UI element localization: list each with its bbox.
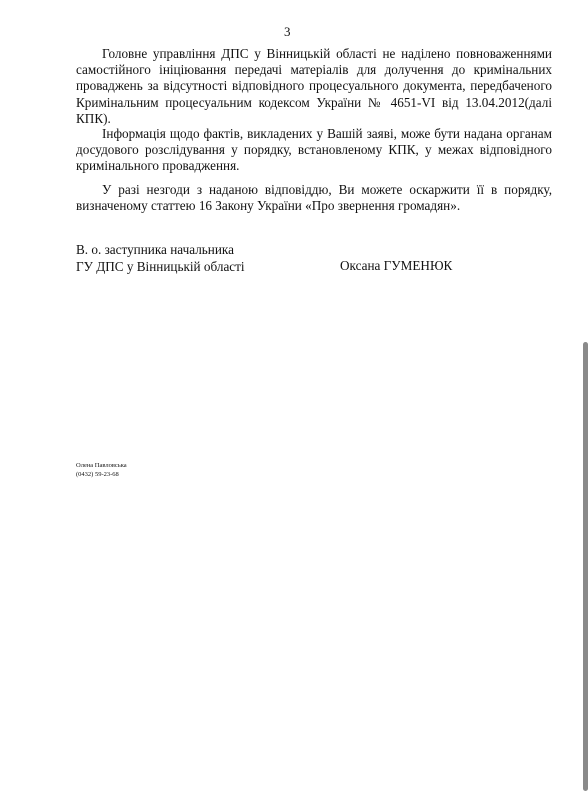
executor-phone: (0432) 59-23-68 bbox=[76, 471, 119, 478]
scrollbar-thumb[interactable] bbox=[583, 342, 588, 791]
signatory-name: Оксана ГУМЕНЮК bbox=[340, 258, 453, 273]
signatory-position bbox=[76, 242, 245, 275]
paragraph-text: У разі незгоди з наданою відповіддю, Ви можете оскаржити її в порядку, визначеному статтею 16 Закону України «Про звернення громадян». bbox=[76, 182, 552, 214]
paragraph-text: Інформація щодо фактів, викладених у Вашій заяві, може бути надана органам досудового розслідування у порядку, встановленому КПК, у межах відповідного кримінального провадження. bbox=[76, 126, 552, 174]
executor-info bbox=[76, 461, 127, 479]
signatory-position-line2: ГУ ДПС у Вінницькій області bbox=[76, 258, 245, 274]
page-number: 3 bbox=[284, 24, 291, 39]
paragraph-authority bbox=[76, 46, 552, 127]
signatory-position-line1: В. о. заступника начальника bbox=[76, 242, 234, 257]
paragraph-appeal bbox=[76, 182, 552, 214]
paragraph-information bbox=[76, 126, 552, 175]
paragraph-text: Головне управління ДПС у Вінницькій області не наділено повноваженнями самостійного ініціювання передачі матеріалів для долучення до кримінальних проваджень за відсутності відповідного процесуального документа, передбаченого Кримінальним процесуальним кодексом України № 4651-VI від 13.04.2012(далі КПК). bbox=[76, 46, 552, 126]
executor-name: Олена Павловська bbox=[76, 462, 127, 469]
